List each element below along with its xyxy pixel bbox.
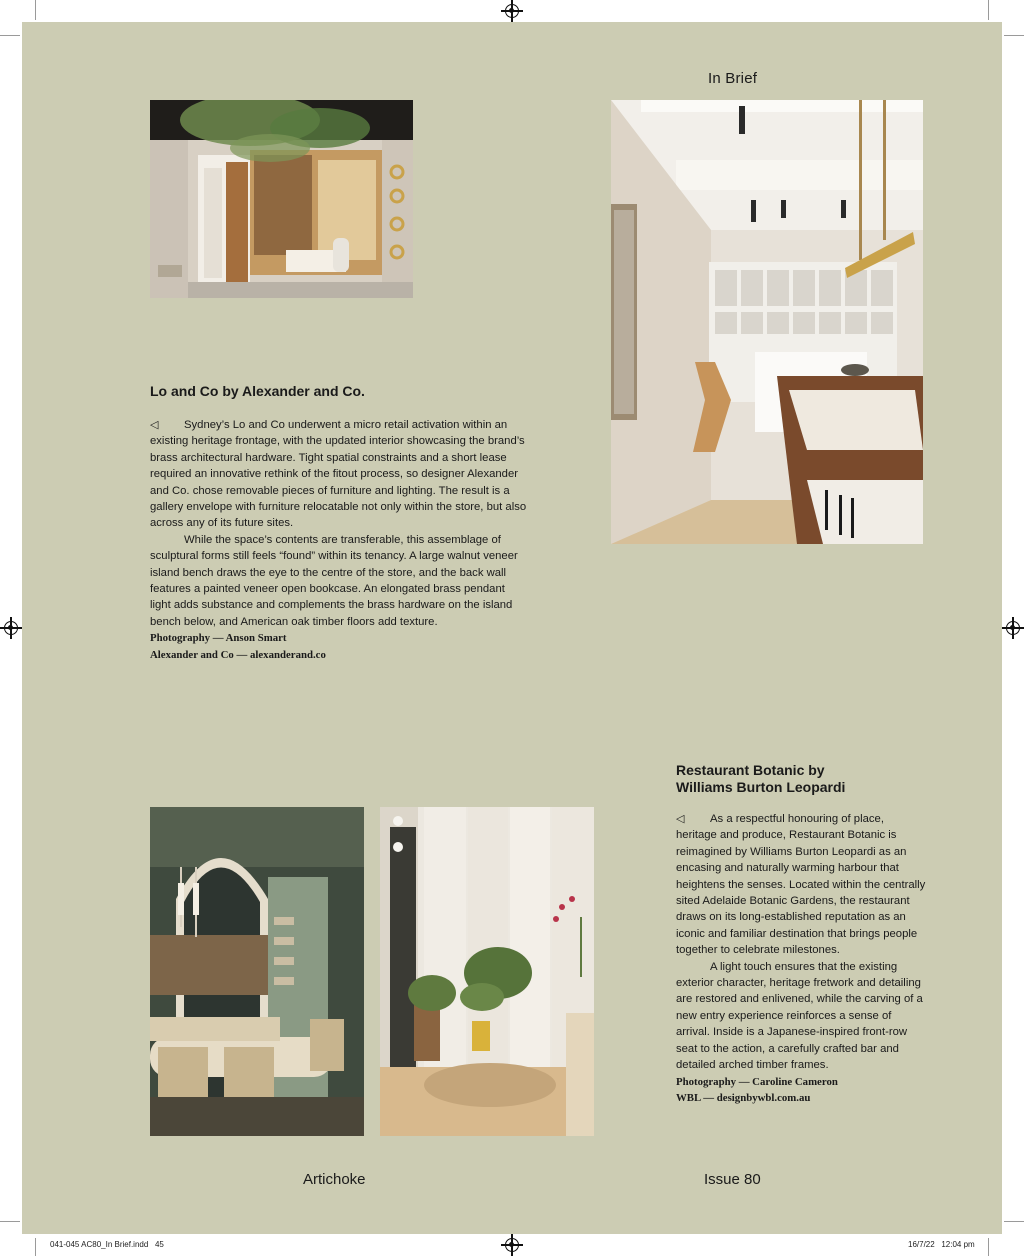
article-paragraph: While the space’s contents are transferable, this assemblage of sculptural forms still feels “found” within its tenancy. A large walnut veneer island bench draws the eye to the centre of the store, and the back wall features a painted veneer open bookcase. An elongated brass pendant light adds substance and complements the brass hardware on the island bench below, and American oak timber floors add texture.: [150, 533, 518, 628]
registration-mark-icon: [505, 1238, 519, 1252]
article-body: [150, 417, 528, 663]
photo-credit: Photography — Caroline Cameron: [676, 1075, 838, 1088]
crop-mark: [35, 0, 36, 20]
section-title: In Brief: [708, 70, 758, 87]
registration-mark-icon: [505, 4, 519, 18]
bullet-arrow-icon: ◁: [676, 813, 685, 825]
crop-mark: [0, 35, 20, 36]
bullet-arrow-icon: ◁: [150, 419, 159, 431]
photo-restaurant-botanic-entry: [380, 807, 594, 1136]
crop-mark: [988, 1238, 989, 1256]
registration-mark-icon: [4, 621, 18, 635]
crop-mark: [1004, 1221, 1024, 1222]
crop-mark: [1004, 35, 1024, 36]
article-paragraph: A light touch ensures that the existing exterior character, heritage fretwork and detailing are restored and enlivened, while the carving of a new entry experience reinforces a sense of arrival. Inside is a Japanese-inspired front-row seat to the action, a carefully crafted bar and detailed arched timber frames.: [676, 960, 923, 1072]
headline-line: Restaurant Botanic by: [676, 762, 825, 778]
article-body: [676, 811, 926, 1106]
footer-publication: Artichoke: [303, 1171, 366, 1188]
photo-credit: Photography — Anson Smart: [150, 632, 287, 645]
photo-lo-and-co-storefront: [150, 100, 413, 298]
headline-line: Williams Burton Leopardi: [676, 779, 846, 795]
article-headline: [676, 762, 936, 796]
crop-mark: [35, 1238, 36, 1256]
crop-mark: [988, 0, 989, 20]
photo-restaurant-botanic-dining: [150, 807, 364, 1136]
slug-filename: 041-045 AC80_In Brief.indd 45: [50, 1240, 164, 1249]
footer-issue: Issue 80: [704, 1171, 761, 1188]
website-credit: Alexander and Co — alexanderand.co: [150, 648, 326, 661]
slug-date: 16/7/22 12:04 pm: [908, 1240, 975, 1249]
article-headline: Lo and Co by Alexander and Co.: [150, 383, 365, 399]
article-paragraph: Sydney’s Lo and Co underwent a micro retail activation within an existing heritage frontage, with the updated interior showcasing the brand’s brass architectural hardware. Tight spatial constraints and a short lease required an innovative rethink of the fitout process, so designer Alexander and Co. chose removable pieces of furniture and lighting. The result is a gallery envelope with furniture relocatable not only within the store, but also across any of its future sites.: [150, 419, 527, 530]
website-credit: WBL — designbywbl.com.au: [676, 1091, 811, 1104]
crop-mark: [0, 1221, 20, 1222]
article-paragraph: As a respectful honouring of place, heritage and produce, Restaurant Botanic is reimagined by Williams Burton Leopardi as an encasing and naturally warming harbour that heightens the senses. Located within the centrally sited Adelaide Botanic Gardens, the restaurant draws on its long-established reputation as an iconic and familiar destination that brings people together to celebrate milestones.: [676, 813, 926, 957]
photo-lo-and-co-interior: [611, 100, 923, 544]
registration-mark-icon: [1006, 621, 1020, 635]
